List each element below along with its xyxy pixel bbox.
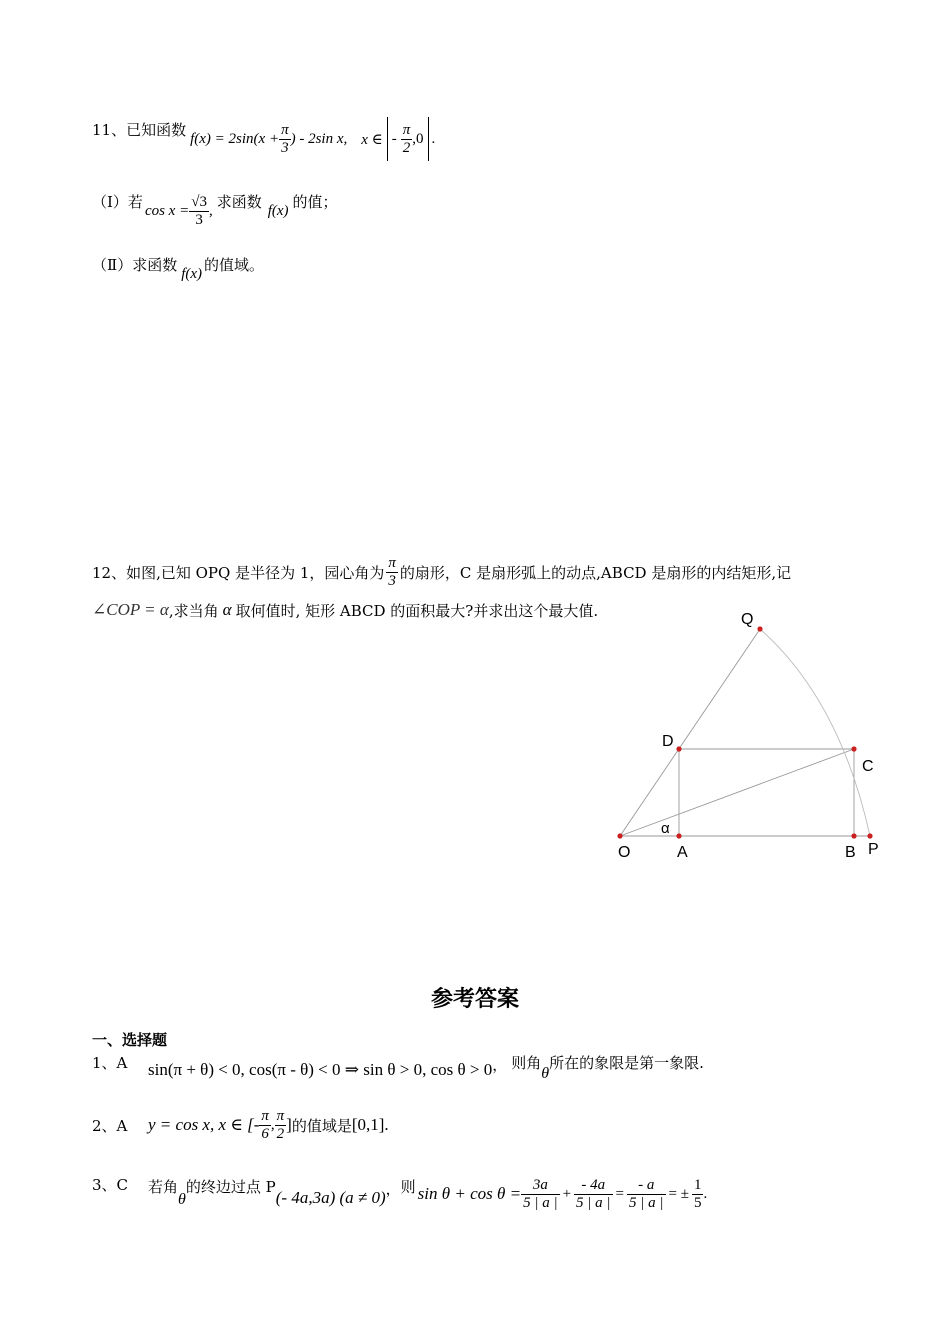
label-a: A <box>677 844 688 861</box>
label-alpha: α <box>661 820 670 837</box>
arc-pq <box>760 629 870 836</box>
q11-part1-fx: f(x) <box>267 202 289 219</box>
q11-domain-frac-den: 2 <box>402 139 411 156</box>
answer-2-formula-a: y = cos x, x ∈ [- <box>148 1115 260 1134</box>
q11-formula-lhs: f(x) = 2sin(x + <box>190 130 280 147</box>
q11-domain-end: ,0 <box>412 130 424 147</box>
answer-3-frac-4-num: 1 <box>693 1177 702 1193</box>
answer-1-text-b: 所在的象限是第一象限. <box>549 1053 704 1072</box>
q11-part1 <box>92 186 338 236</box>
q11-domain-frac <box>401 122 413 156</box>
answer-2-formula-b: ] <box>286 1115 292 1134</box>
q12-line1-a: 12、如图,已知 OPQ 是半径为 1，园心角为 <box>92 563 385 582</box>
q11-part1-frac-den: 3 <box>195 211 203 228</box>
q11-part2-fx: f(x) <box>181 265 203 282</box>
label-c: C <box>862 758 874 775</box>
q11-part1-prefix: （Ⅰ）若 <box>92 192 143 211</box>
answer-3-frac-4-den: 5 <box>693 1194 702 1211</box>
answer-3-frac-2-den: 5 | a | <box>576 1194 611 1211</box>
q12-line2-b: 取何值时, 矩形 ABCD 的面积最大?并求出这个最大值. <box>235 601 599 620</box>
q12-angle: ∠COP = α <box>92 600 169 619</box>
q11-domain-x: x ∈ <box>361 131 383 148</box>
q11-formula-rhs: ) - 2sin x, <box>290 130 348 147</box>
q11-label: 11、已知函数 <box>92 120 187 139</box>
q11-part2-prefix: （Ⅱ）求函数 <box>92 255 178 274</box>
answer-3-frac-1 <box>521 1177 560 1211</box>
label-d: D <box>662 733 674 750</box>
q12-line2 <box>92 598 598 622</box>
q11-part1-end: 的值； <box>292 192 338 211</box>
answer-3-frac-1-den: 5 | a | <box>523 1194 558 1211</box>
answer-2-range: [0,1]. <box>351 1115 389 1134</box>
answer-3-num: 3、C <box>92 1175 129 1194</box>
point-o <box>617 833 622 838</box>
answer-1-text-a: 则角 <box>511 1053 542 1072</box>
answer-2-comma: , <box>270 1116 275 1133</box>
answers-section: 一、选择题 <box>92 1031 168 1049</box>
answer-1-num: 1、A <box>92 1053 128 1072</box>
point-c <box>851 746 856 751</box>
q12-line2-a: ,求当角 <box>168 601 219 620</box>
label-p: P <box>868 841 879 858</box>
answer-2-text: 的值域是 <box>291 1116 352 1135</box>
q11-part2-end: 的值域。 <box>204 255 265 274</box>
q11-frac-den: 3 <box>281 139 289 156</box>
answer-3 <box>92 1168 707 1220</box>
answer-3-frac-1-num: 3a <box>521 1177 560 1195</box>
sector-diagram <box>600 600 900 870</box>
answer-3-plus: + <box>562 1185 572 1202</box>
answer-3-point: (- 4a,3a) (a ≠ 0) <box>275 1188 386 1207</box>
answer-3-eq: = <box>615 1185 625 1202</box>
answer-2 <box>92 1102 389 1148</box>
q11-part1-cos: cos x = <box>144 202 190 219</box>
answer-3-pm: = ± <box>668 1185 689 1202</box>
q11-frac-num: π <box>281 122 289 138</box>
q11-frac-pi-3 <box>279 122 291 156</box>
segment-oq <box>620 629 760 836</box>
answer-2-num: 2、A <box>92 1116 128 1135</box>
label-o: O <box>618 844 631 861</box>
q12-frac-den: 3 <box>388 572 396 589</box>
q11-part1-frac <box>189 194 209 228</box>
q11-line1 <box>92 116 435 162</box>
q12-line1-b: 的扇形，C 是扇形弧上的动点,ABCD 是扇形的内结矩形,记 <box>399 563 792 582</box>
label-b: B <box>845 844 856 861</box>
q11-domain-bracket <box>387 117 429 161</box>
q11-domain-frac-num: π <box>402 122 411 138</box>
answer-3-end: . <box>703 1185 708 1202</box>
answers-title: 参考答案 <box>430 986 519 1012</box>
label-q: Q <box>741 611 754 628</box>
answer-3-text-a: 若角 <box>148 1177 179 1196</box>
answer-2-frac-1-den: 6 <box>261 1125 269 1142</box>
answer-3-then: 则 <box>400 1177 416 1196</box>
q11-part1-comma: , <box>208 202 213 219</box>
q11-period: . <box>431 130 436 147</box>
answer-3-frac-3-den: 5 | a | <box>629 1194 664 1211</box>
answer-1 <box>92 1052 704 1088</box>
answer-3-frac-4 <box>692 1177 704 1211</box>
answer-1-sep: ， <box>492 1055 508 1074</box>
answer-3-frac-2-num: - 4a <box>574 1177 613 1195</box>
answer-2-frac-2 <box>275 1108 287 1142</box>
answer-2-frac-2-num: π <box>276 1108 285 1124</box>
q11-part1-mid: 求函数 <box>216 192 262 211</box>
segment-oc <box>620 749 854 836</box>
q11-part2 <box>92 252 264 288</box>
point-a <box>676 833 681 838</box>
answer-3-frac-3 <box>627 1177 666 1211</box>
answer-3-text-b: 的终边过点 P <box>185 1177 276 1196</box>
point-p <box>867 833 872 838</box>
q12-frac-num: π <box>388 555 396 571</box>
point-b <box>851 833 856 838</box>
answer-2-frac-2-den: 2 <box>276 1125 285 1142</box>
answer-3-theta: θ <box>178 1191 186 1208</box>
answer-3-expr: sin θ + cos θ = <box>417 1184 522 1203</box>
answer-3-frac-2 <box>574 1177 613 1211</box>
point-d <box>676 746 681 751</box>
answer-1-formula: sin(π + θ) < 0, cos(π - θ) < 0 ⇒ sin θ > 0, cos θ > 0 <box>148 1060 493 1079</box>
point-q <box>757 626 762 631</box>
q12-line1 <box>92 550 791 594</box>
answer-2-frac-1-num: π <box>261 1108 269 1124</box>
answer-3-sep: ， <box>385 1179 401 1198</box>
q11-part1-frac-num: √3 <box>191 194 207 210</box>
q12-frac <box>386 555 398 589</box>
q12-alpha: α <box>222 600 232 619</box>
answer-2-frac-1 <box>259 1108 271 1142</box>
q11-domain-neg: - <box>391 130 397 147</box>
answer-1-theta: θ <box>541 1065 550 1082</box>
answer-3-frac-3-num: - a <box>627 1177 666 1195</box>
